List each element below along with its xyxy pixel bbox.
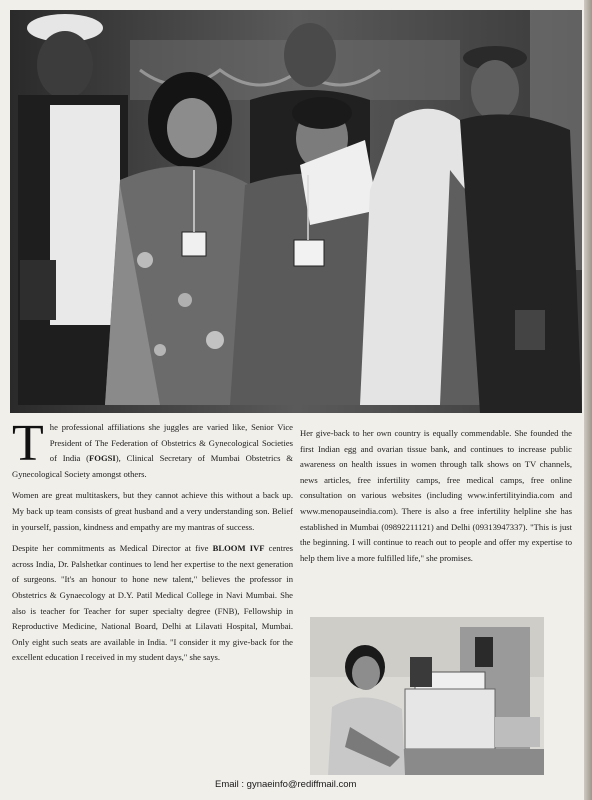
doctor-lab-photo	[310, 617, 544, 775]
paragraph-3-text-a: Despite her commitments as Medical Director at five	[12, 543, 213, 554]
paragraph-lead: he professional affiliations she juggles are varied like,	[49, 422, 248, 432]
fogsi-acronym: FOGSI	[89, 453, 116, 464]
paragraph-1-text-a: Senior Vice President of The Federation of Obstetrics & Gynecological Societies of India (	[49, 422, 293, 464]
page-edge-shadow	[584, 0, 592, 800]
drop-cap: T	[12, 415, 44, 472]
article-paragraph-2: Women are great multitaskers, but they cannot achieve this without a back up. My back up team consists of great husband and a very understanding son. Belief in yourself, passion, kindness and empathy are my mantras of success.	[12, 490, 293, 532]
paragraph-1-text-b: ), Clinical Secretary of Mumbai Obstetrics & Gynecological Society amongst others.	[12, 453, 293, 479]
article-left-column	[12, 415, 294, 672]
article-paragraph-1	[12, 415, 293, 482]
award-ceremony-photo	[10, 10, 582, 413]
article-paragraph-3	[12, 541, 293, 666]
contact-email: Email : gynaeinfo@rediffmail.com	[215, 779, 357, 790]
bloom-ivf-name: BLOOM IVF	[212, 543, 265, 554]
article-paragraph-4: Her give-back to her own country is equally commendable. She founded the first Indian egg and ovarian tissue bank, and continues to increase public awareness on health issues in women through talk shows on TV channels, news articles, free infertility camps, free medical camps, free online consultation on various websites (including www.infertilityindia.com and www.menopauseindia.com). There is also a free infertility helpline she has established in Mumbai (09892211121) and Delhi (09313947337). "This is just the beginning. I will continue to reach out to people and offer my expertise to help them live a more fulfilled life," she promises.	[300, 428, 572, 563]
paragraph-3-text-b: centres across India, Dr. Palshetkar continues to lend her expertise to the next generation of surgeons. "It's an honour to hone new talent," believes the professor in Obstetrics & Gynaecology at D.Y. Patil Medical College in Navi Mumbai. She also is teacher for Teacher for super specialty degree (FNB), Fellowship in Reproductive Medicine, National Board, Delhi at Lilavati Hospital, Mumbai. Only eight such seats are available in India. "I consider it my give-back for the excellent education I received in my student days," she says.	[12, 543, 294, 663]
article-right-column	[300, 426, 572, 572]
